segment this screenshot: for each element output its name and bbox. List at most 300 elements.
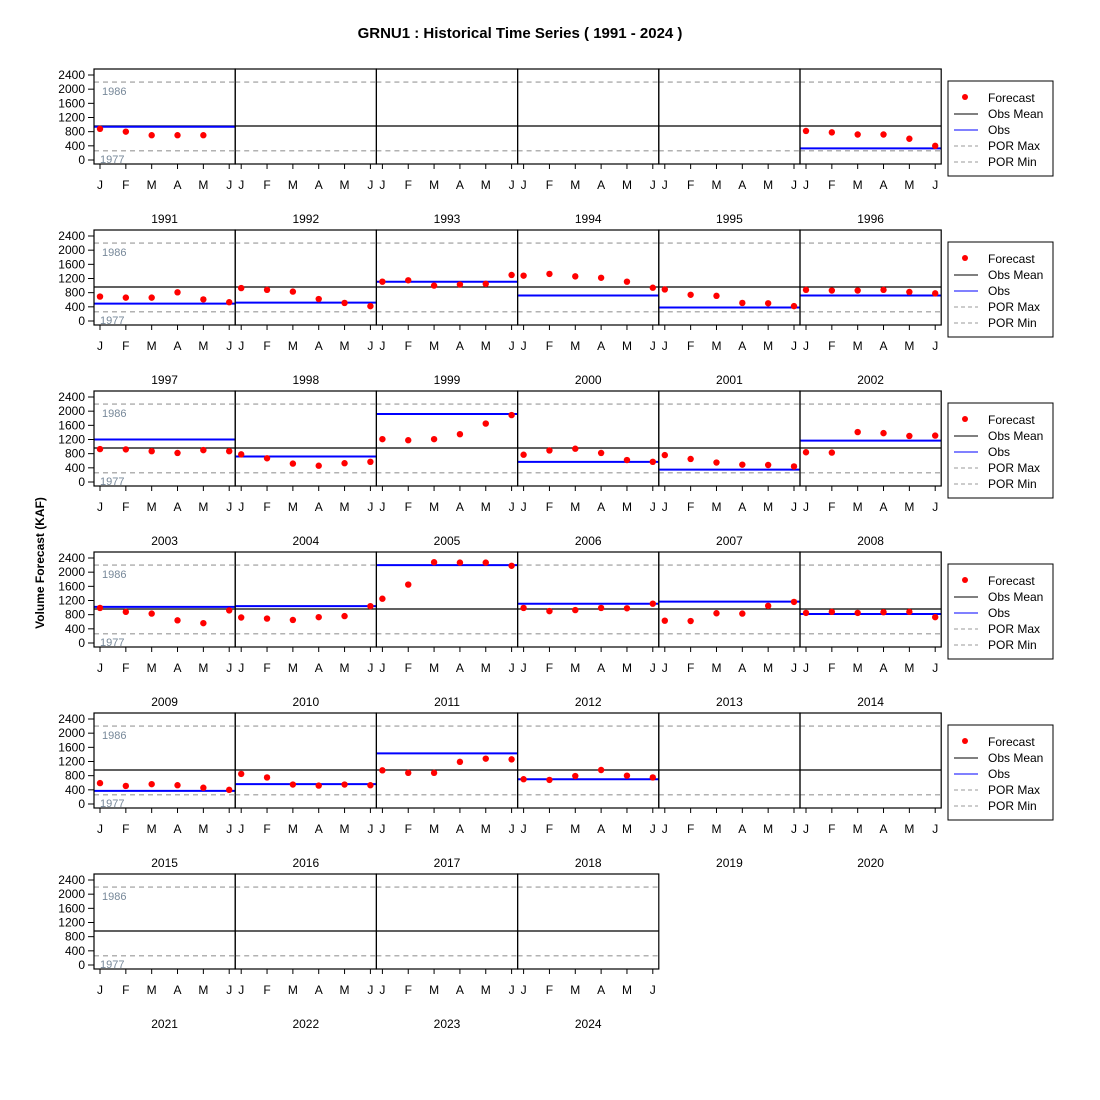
month-label: A bbox=[314, 500, 323, 514]
month-label: M bbox=[146, 822, 157, 836]
y-tick-label: 2400 bbox=[58, 712, 85, 726]
year-label: 2004 bbox=[292, 534, 320, 548]
forecast-point bbox=[662, 617, 668, 623]
year-label: 1997 bbox=[151, 373, 178, 387]
legend-label: Forecast bbox=[988, 574, 1035, 588]
y-tick-label: 800 bbox=[64, 929, 85, 944]
forecast-point bbox=[379, 436, 385, 442]
year-panel-2018 bbox=[518, 713, 659, 870]
legend-label: Obs bbox=[988, 123, 1011, 137]
forecast-point bbox=[932, 432, 938, 438]
month-label: F bbox=[122, 500, 130, 514]
forecast-point bbox=[123, 609, 129, 615]
month-label: F bbox=[828, 339, 836, 353]
month-label: J bbox=[97, 339, 103, 353]
y-tick-label: 2400 bbox=[58, 390, 85, 404]
forecast-point bbox=[174, 450, 180, 456]
month-label: A bbox=[597, 661, 606, 675]
panel-frame bbox=[800, 391, 941, 486]
forecast-point bbox=[457, 759, 463, 765]
forecast-point bbox=[854, 287, 860, 293]
month-label: A bbox=[879, 500, 888, 514]
month-label: M bbox=[287, 661, 298, 675]
forecast-point bbox=[97, 446, 103, 452]
year-panel-2000 bbox=[518, 230, 659, 387]
forecast-point bbox=[316, 614, 322, 620]
y-tick-label: 400 bbox=[64, 299, 85, 314]
forecast-point bbox=[431, 282, 437, 288]
month-label: J bbox=[661, 500, 668, 514]
forecast-point bbox=[572, 607, 578, 613]
forecast-point bbox=[97, 605, 103, 611]
forecast-point bbox=[546, 271, 552, 277]
forecast-point bbox=[624, 772, 630, 778]
forecast-point bbox=[367, 782, 373, 788]
y-tick-label: 2000 bbox=[58, 82, 85, 97]
y-tick-label: 0 bbox=[78, 636, 85, 650]
month-label: A bbox=[455, 339, 464, 353]
y-tick-label: 2000 bbox=[58, 404, 85, 419]
month-label: A bbox=[738, 178, 747, 192]
y-tick-label: 2000 bbox=[58, 565, 85, 580]
month-label: J bbox=[226, 661, 233, 675]
y-tick-label: 400 bbox=[64, 138, 85, 153]
forecast-point bbox=[765, 603, 771, 609]
month-label: F bbox=[404, 983, 412, 997]
year-panel-1998 bbox=[235, 230, 376, 387]
month-label: M bbox=[287, 983, 298, 997]
month-label: M bbox=[570, 661, 581, 675]
month-label: A bbox=[314, 661, 323, 675]
month-label: M bbox=[621, 178, 632, 192]
forecast-point bbox=[200, 620, 206, 626]
month-label: M bbox=[429, 983, 440, 997]
legend-label: Forecast bbox=[988, 735, 1035, 749]
year-label: 2019 bbox=[716, 856, 743, 870]
legend-label: POR Min bbox=[988, 799, 1037, 813]
forecast-point bbox=[123, 128, 129, 134]
month-label: M bbox=[852, 339, 863, 353]
legend-forecast-symbol bbox=[962, 94, 968, 100]
month-label: M bbox=[480, 339, 491, 353]
year-label: 2024 bbox=[574, 1017, 602, 1031]
legend-label: POR Min bbox=[988, 155, 1037, 169]
month-label: F bbox=[404, 661, 412, 675]
legend-label: POR Min bbox=[988, 316, 1037, 330]
month-label: M bbox=[339, 178, 350, 192]
month-label: F bbox=[545, 661, 554, 675]
month-label: F bbox=[404, 500, 412, 514]
forecast-point bbox=[316, 463, 322, 469]
month-label: J bbox=[238, 983, 245, 997]
month-label: A bbox=[455, 661, 464, 675]
year-panel-2004 bbox=[235, 391, 376, 548]
month-label: J bbox=[238, 339, 245, 353]
year-panel-2019 bbox=[659, 713, 800, 870]
month-label: M bbox=[711, 339, 722, 353]
forecast-point bbox=[200, 447, 206, 453]
forecast-point bbox=[290, 460, 296, 466]
y-tick-label: 400 bbox=[64, 460, 85, 475]
year-panel-2003 bbox=[58, 390, 235, 548]
month-label: J bbox=[803, 339, 809, 353]
month-label: A bbox=[173, 983, 182, 997]
month-label: J bbox=[661, 178, 668, 192]
panel-frame bbox=[518, 552, 659, 647]
forecast-point bbox=[765, 462, 771, 468]
year-label: 1999 bbox=[433, 373, 461, 387]
month-label: F bbox=[263, 661, 271, 675]
year-panel-2001 bbox=[659, 230, 800, 387]
month-label: J bbox=[508, 661, 515, 675]
forecast-point bbox=[483, 559, 489, 565]
y-tick-label: 1200 bbox=[58, 271, 85, 286]
month-label: M bbox=[904, 178, 915, 192]
panel-frame bbox=[518, 391, 659, 486]
forecast-point bbox=[854, 131, 860, 137]
y-tick-label: 2400 bbox=[58, 551, 85, 565]
month-label: A bbox=[314, 339, 323, 353]
y-tick-label: 800 bbox=[64, 124, 85, 139]
panel-frame bbox=[376, 552, 517, 647]
month-label: J bbox=[520, 983, 527, 997]
forecast-point bbox=[148, 448, 154, 454]
month-label: F bbox=[545, 500, 554, 514]
y-tick-label: 1200 bbox=[58, 110, 85, 125]
panel-frame bbox=[235, 391, 376, 486]
forecast-point bbox=[367, 603, 373, 609]
legend-label: Obs Mean bbox=[988, 429, 1044, 443]
forecast-point bbox=[405, 770, 411, 776]
month-label: J bbox=[379, 500, 386, 514]
forecast-point bbox=[880, 430, 886, 436]
panel-frame bbox=[94, 552, 235, 647]
y-tick-label: 2000 bbox=[58, 887, 85, 902]
year-label: 2011 bbox=[434, 695, 460, 709]
forecast-point bbox=[520, 272, 526, 278]
legends-group bbox=[948, 81, 1053, 820]
forecast-point bbox=[687, 618, 693, 624]
forecast-point bbox=[650, 600, 656, 606]
forecast-point bbox=[200, 785, 206, 791]
month-label: J bbox=[791, 661, 797, 675]
month-label: M bbox=[429, 500, 440, 514]
month-label: F bbox=[404, 178, 412, 192]
year-panel-1991 bbox=[58, 68, 235, 226]
panel-frame bbox=[800, 230, 941, 325]
panel-frame bbox=[659, 552, 800, 647]
forecast-point bbox=[624, 278, 630, 284]
month-label: M bbox=[904, 822, 915, 836]
month-label: M bbox=[339, 983, 350, 997]
month-label: F bbox=[545, 983, 554, 997]
year-panel-1997 bbox=[58, 229, 235, 387]
month-label: M bbox=[852, 500, 863, 514]
year-panel-1992 bbox=[235, 69, 376, 226]
forecast-point bbox=[148, 294, 154, 300]
forecast-point bbox=[483, 420, 489, 426]
panel-frame bbox=[94, 69, 235, 164]
forecast-point bbox=[520, 452, 526, 458]
por-max-label: 1986 bbox=[102, 730, 127, 743]
year-panel-2014 bbox=[800, 552, 941, 709]
forecast-point bbox=[829, 287, 835, 293]
year-label: 1991 bbox=[151, 212, 178, 226]
y-tick-label: 0 bbox=[78, 475, 85, 489]
month-label: J bbox=[520, 500, 527, 514]
forecast-point bbox=[662, 286, 668, 292]
legend-label: Obs Mean bbox=[988, 751, 1044, 765]
month-label: A bbox=[455, 178, 464, 192]
panel-frame bbox=[518, 69, 659, 164]
por-max-label: 1986 bbox=[102, 86, 127, 99]
year-label: 1993 bbox=[433, 212, 461, 226]
month-label: A bbox=[173, 500, 182, 514]
forecast-point bbox=[546, 777, 552, 783]
year-label: 2012 bbox=[574, 695, 602, 709]
forecast-point bbox=[238, 614, 244, 620]
month-label: M bbox=[904, 339, 915, 353]
forecast-point bbox=[405, 437, 411, 443]
month-label: J bbox=[226, 822, 233, 836]
year-label: 2008 bbox=[857, 534, 884, 548]
panel-frame bbox=[235, 230, 376, 325]
forecast-point bbox=[174, 289, 180, 295]
month-label: M bbox=[480, 822, 491, 836]
forecast-point bbox=[226, 299, 232, 305]
forecast-point bbox=[906, 609, 912, 615]
forecast-point bbox=[341, 781, 347, 787]
forecast-point bbox=[880, 609, 886, 615]
month-label: M bbox=[570, 339, 581, 353]
month-label: J bbox=[238, 661, 245, 675]
y-tick-label: 1600 bbox=[58, 257, 85, 272]
panel-frame bbox=[376, 713, 517, 808]
panel-frame bbox=[800, 552, 941, 647]
year-panel-2006 bbox=[518, 391, 659, 548]
year-label: 2014 bbox=[857, 695, 884, 709]
year-label: 2010 bbox=[292, 695, 320, 709]
month-label: M bbox=[480, 500, 491, 514]
year-label: 1998 bbox=[292, 373, 320, 387]
legend-label: Forecast bbox=[988, 91, 1035, 105]
y-tick-label: 2400 bbox=[58, 873, 85, 887]
panel-frame bbox=[235, 552, 376, 647]
panel-frame bbox=[376, 230, 517, 325]
forecast-point bbox=[508, 272, 514, 278]
panel-frame bbox=[659, 230, 800, 325]
panel-frame bbox=[659, 713, 800, 808]
forecast-point bbox=[687, 292, 693, 298]
forecast-point bbox=[624, 457, 630, 463]
forecast-point bbox=[650, 774, 656, 780]
year-label: 2005 bbox=[433, 534, 461, 548]
y-tick-label: 2000 bbox=[58, 726, 85, 741]
legend-label: Obs Mean bbox=[988, 268, 1044, 282]
month-label: J bbox=[226, 500, 233, 514]
month-label: F bbox=[828, 822, 836, 836]
month-label: M bbox=[198, 661, 209, 675]
y-axis-label: Volume Forecast (KAF) bbox=[33, 497, 47, 629]
forecast-point bbox=[803, 287, 809, 293]
y-tick-label: 0 bbox=[78, 314, 85, 328]
month-label: A bbox=[738, 822, 747, 836]
forecast-point bbox=[906, 289, 912, 295]
forecast-point bbox=[174, 132, 180, 138]
year-label: 1995 bbox=[716, 212, 743, 226]
forecast-point bbox=[367, 303, 373, 309]
month-label: J bbox=[226, 339, 233, 353]
y-tick-label: 2400 bbox=[58, 229, 85, 243]
month-label: M bbox=[711, 178, 722, 192]
year-label: 2002 bbox=[857, 373, 884, 387]
forecast-point bbox=[624, 605, 630, 611]
month-label: A bbox=[879, 661, 888, 675]
forecast-point bbox=[97, 293, 103, 299]
por-min-label: 1977 bbox=[100, 636, 125, 649]
panel-frame bbox=[800, 713, 941, 808]
y-tick-label: 800 bbox=[64, 285, 85, 300]
month-label: F bbox=[686, 500, 695, 514]
month-label: A bbox=[314, 983, 323, 997]
month-label: M bbox=[198, 339, 209, 353]
por-max-label: 1986 bbox=[102, 247, 127, 260]
legend-label: Obs Mean bbox=[988, 107, 1044, 121]
month-label: M bbox=[146, 661, 157, 675]
year-label: 2007 bbox=[716, 534, 743, 548]
forecast-point bbox=[238, 451, 244, 457]
year-panel-2007 bbox=[659, 391, 800, 548]
forecast-point bbox=[829, 449, 835, 455]
year-label: 2001 bbox=[716, 373, 743, 387]
month-label: M bbox=[429, 178, 440, 192]
forecast-point bbox=[264, 287, 270, 293]
por-min-label: 1977 bbox=[100, 958, 125, 971]
month-label: A bbox=[879, 822, 888, 836]
forecast-point bbox=[200, 132, 206, 138]
legend-label: Forecast bbox=[988, 252, 1035, 266]
legend-label: Forecast bbox=[988, 413, 1035, 427]
month-label: J bbox=[520, 661, 527, 675]
month-label: M bbox=[287, 822, 298, 836]
month-label: A bbox=[173, 822, 182, 836]
month-label: F bbox=[828, 661, 836, 675]
forecast-point bbox=[148, 610, 154, 616]
month-label: J bbox=[649, 822, 656, 836]
month-label: M bbox=[198, 822, 209, 836]
month-label: M bbox=[198, 500, 209, 514]
legend-label: POR Max bbox=[988, 139, 1041, 153]
forecast-point bbox=[829, 129, 835, 135]
forecast-point bbox=[713, 610, 719, 616]
forecast-point bbox=[662, 452, 668, 458]
month-label: M bbox=[429, 661, 440, 675]
month-label: J bbox=[649, 339, 656, 353]
y-tick-label: 2000 bbox=[58, 243, 85, 258]
forecast-point bbox=[367, 459, 373, 465]
por-max-label: 1986 bbox=[102, 569, 127, 582]
month-label: M bbox=[852, 661, 863, 675]
month-label: A bbox=[597, 178, 606, 192]
year-panel-2012 bbox=[518, 552, 659, 709]
y-tick-label: 1200 bbox=[58, 593, 85, 608]
por-max-label: 1986 bbox=[102, 408, 127, 421]
year-panel-2010 bbox=[235, 552, 376, 709]
panel-frame bbox=[518, 713, 659, 808]
month-label: M bbox=[570, 983, 581, 997]
month-label: J bbox=[803, 661, 809, 675]
month-label: F bbox=[545, 178, 554, 192]
panel-frame bbox=[235, 69, 376, 164]
month-label: J bbox=[932, 661, 939, 675]
legend-label: Obs bbox=[988, 284, 1011, 298]
forecast-point bbox=[546, 447, 552, 453]
month-label: A bbox=[455, 983, 464, 997]
month-label: J bbox=[649, 500, 656, 514]
year-panel-2005 bbox=[376, 391, 517, 548]
forecast-point bbox=[508, 563, 514, 569]
forecast-point bbox=[379, 767, 385, 773]
y-tick-label: 0 bbox=[78, 958, 85, 972]
y-tick-label: 1200 bbox=[58, 915, 85, 930]
forecast-point bbox=[379, 596, 385, 602]
month-label: M bbox=[339, 822, 350, 836]
month-label: F bbox=[828, 500, 836, 514]
month-label: M bbox=[763, 178, 774, 192]
month-label: J bbox=[97, 500, 103, 514]
month-label: J bbox=[791, 339, 797, 353]
month-label: A bbox=[738, 661, 747, 675]
legend-box bbox=[948, 242, 1053, 337]
forecast-point bbox=[226, 448, 232, 454]
month-label: F bbox=[263, 500, 271, 514]
month-label: M bbox=[852, 178, 863, 192]
year-label: 2003 bbox=[151, 534, 178, 548]
month-label: J bbox=[379, 983, 386, 997]
month-label: J bbox=[649, 178, 656, 192]
forecast-point bbox=[791, 463, 797, 469]
forecast-point bbox=[854, 610, 860, 616]
year-label: 1996 bbox=[857, 212, 884, 226]
month-label: F bbox=[404, 339, 412, 353]
y-tick-label: 400 bbox=[64, 782, 85, 797]
year-panel-1993 bbox=[376, 69, 517, 226]
forecast-point bbox=[226, 607, 232, 613]
forecast-point bbox=[483, 281, 489, 287]
por-min-label: 1977 bbox=[100, 475, 125, 488]
forecast-point bbox=[405, 277, 411, 283]
forecast-point bbox=[200, 296, 206, 302]
y-tick-label: 400 bbox=[64, 621, 85, 636]
forecast-point bbox=[379, 278, 385, 284]
forecast-point bbox=[97, 780, 103, 786]
forecast-point bbox=[880, 131, 886, 137]
forecast-point bbox=[598, 450, 604, 456]
month-label: A bbox=[173, 661, 182, 675]
year-panel-2020 bbox=[800, 713, 941, 870]
month-label: A bbox=[597, 983, 606, 997]
legend-label: POR Max bbox=[988, 622, 1041, 636]
forecast-point bbox=[431, 559, 437, 565]
month-label: J bbox=[508, 178, 515, 192]
year-panel-2013 bbox=[659, 552, 800, 709]
month-label: A bbox=[879, 178, 888, 192]
month-label: J bbox=[226, 178, 233, 192]
month-label: J bbox=[932, 178, 939, 192]
forecast-point bbox=[457, 559, 463, 565]
year-label: 2021 bbox=[151, 1017, 178, 1031]
panel-frame bbox=[94, 874, 235, 969]
